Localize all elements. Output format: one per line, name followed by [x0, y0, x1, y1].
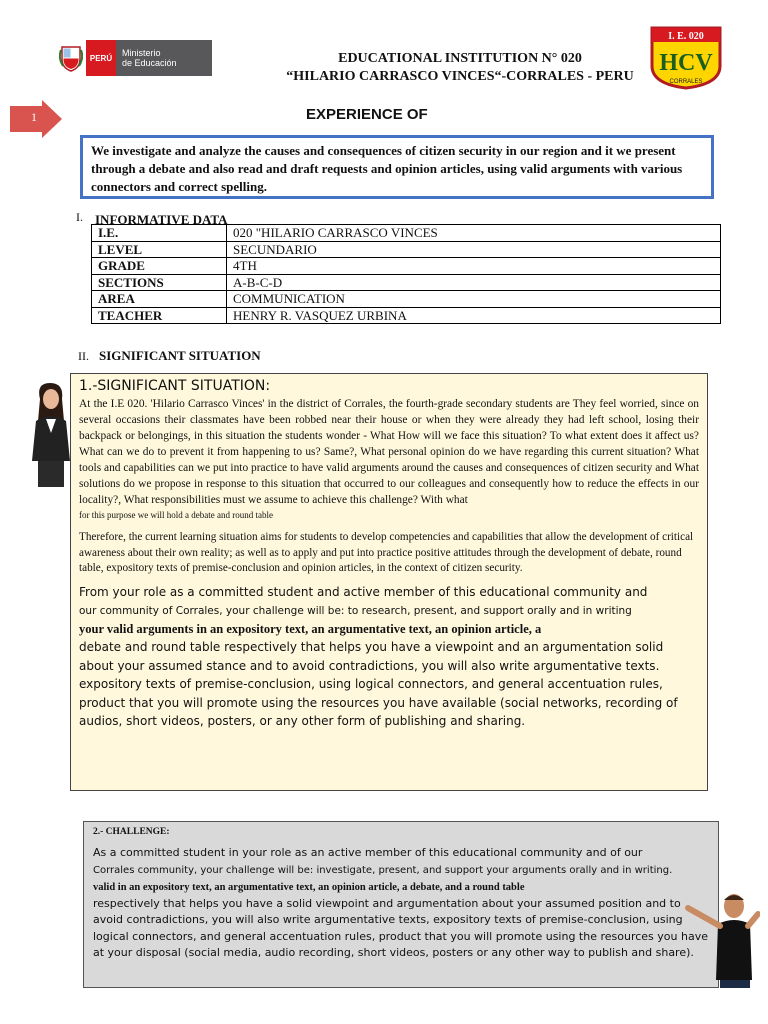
challenge-a: As a committed student in your role as an active member of this educational community and of our: [93, 846, 643, 859]
table-row: [92, 291, 721, 308]
challenge-text: [93, 845, 709, 962]
situation-paragraph-3: [79, 583, 699, 731]
ministry-country: PERÚ: [86, 40, 116, 76]
logo-mid-text: HCV: [659, 50, 713, 76]
table-value: COMMUNICATION: [227, 291, 721, 308]
situation-p3-b: our community of Corrales, your challenge will be: to research, present, and support orally and in writing: [79, 605, 632, 617]
table-value: 4TH: [227, 258, 721, 275]
informative-table: [91, 224, 721, 324]
challenge-bold: valid in an expository text, an argumentative text, an opinion article, a debate, and a round table: [93, 882, 525, 893]
situation-p3-c: debate and round table respectively that helps you have a viewpoint and an argumentation solid about your assumed stance and to avoid contradictions, you will also write argumentative texts. expository texts of premise-conclusion, using logical connectors, and general accentuation rules, product that you will promote using the resources you have available (social networks, recording of audios, short videos, posters, or any other form of publishing and sharing.: [79, 640, 678, 728]
table-key: AREA: [92, 291, 227, 308]
situation-p3-a: From your role as a committed student and active member of this educational community and: [79, 584, 648, 599]
table-key: I.E.: [92, 225, 227, 242]
section-1-title: INFORMATIVE DATA: [95, 212, 228, 227]
table-value: 020 "HILARIO CARRASCO VINCES: [227, 225, 721, 242]
situation-p3-bold: your valid arguments in an expository text, an argumentative text, an opinion article, a: [79, 621, 542, 636]
significant-situation-box: [70, 373, 708, 791]
student-girl-illustration: [30, 381, 72, 489]
challenge-box: [83, 821, 719, 988]
school-line2: “HILARIO CARRASCO VINCES“-CORRALES - PERU: [286, 69, 634, 84]
section-2-title: SIGNIFICANT SITUATION: [99, 348, 261, 363]
situation-paragraph-1-small: for this purpose we will hold a debate and round table: [79, 510, 273, 520]
school-logo: [650, 24, 722, 90]
table-row: [92, 258, 721, 275]
table-value: HENRY R. VASQUEZ URBINA: [227, 307, 721, 324]
situation-box-title: 1.-SIGNIFICANT SITUATION:: [79, 378, 271, 394]
table-value: SECUNDARIO: [227, 241, 721, 258]
pointing-man-illustration: [682, 890, 760, 988]
school-line1: EDUCATIONAL INSTITUTION N° 020: [338, 51, 582, 66]
table-key: LEVEL: [92, 241, 227, 258]
challenge-c: respectively that helps you have a solid viewpoint and argumentation about your assumed position and to avoid contradictions, you will also write argumentative texts, expository texts of premise-conclusion, using logical connectors, and general accentuation rules, product that you will promote using the resources you have at your disposal (social media, audio recording, short videos, posters or any other way to publish and share).: [93, 896, 708, 959]
table-row: [92, 241, 721, 258]
school-heading: [250, 50, 670, 86]
experience-number: 1: [31, 110, 37, 124]
table-row: [92, 225, 721, 242]
table-key: SECTIONS: [92, 274, 227, 291]
table-row: [92, 274, 721, 291]
table-value: A-B-C-D: [227, 274, 721, 291]
logo-bottom-text: CORRALES: [669, 79, 703, 85]
logo-top-text: I. E. 020: [668, 31, 704, 42]
section-2-number: II.: [78, 349, 89, 363]
peru-seal-icon: [56, 40, 86, 76]
ministry-line2: de Educación: [122, 58, 177, 68]
challenge-title: 2.- CHALLENGE:: [93, 827, 170, 837]
table-row: [92, 307, 721, 324]
ministry-name: [116, 40, 212, 76]
purpose-box: We investigate and analyze the causes and consequences of citizen security in our region and it we present through a debate and also read and draft requests and opinion articles, using valid arguments with various connectors and correct spelling.: [80, 135, 714, 199]
challenge-b: Corrales community, your challenge will be: investigate, present, and support your arguments orally and in writing.: [93, 864, 673, 876]
experience-title: EXPERIENCE OF: [306, 106, 428, 123]
situation-paragraph-2: Therefore, the current learning situation aims for students to develop competencies and capabilities that allow the development of critical awareness about their own reality; as well as to apply and put into practice positive attitudes through the development of debate, round table, expository texts of premise-conclusion and opinion articles, in the context of citizen security.: [79, 531, 694, 574]
ministry-logo: [56, 40, 212, 76]
section-1-number: I.: [76, 210, 83, 224]
ministry-line1: Ministerio: [122, 48, 161, 58]
table-key: TEACHER: [92, 307, 227, 324]
table-key: GRADE: [92, 258, 227, 275]
section-2-heading: [78, 347, 261, 365]
situation-paragraph-1: At the I.E 020. 'Hilario Carrasco Vinces' in the district of Corrales, the fourth-grade secondary students are They feel worried, since on several occasions their classmates have been robbed near their house or when they were already they had left school, losing their backpack or belongings, in this situation the students wonder - What How will we face this situation? To what extent does it affect us? What can we do to prevent it from happening to us? Same?, What personal opinion do we have regarding this current situation? What tools and capabilities can we put into practice to have valid arguments around the causes and consequences of citizen security and What solutions do we propose in response to this situation that occurred to our colleagues and consequently how to reduce the effects in our locality?, What responsibilities must we assume to achieve this challenge? With what: [79, 398, 699, 506]
